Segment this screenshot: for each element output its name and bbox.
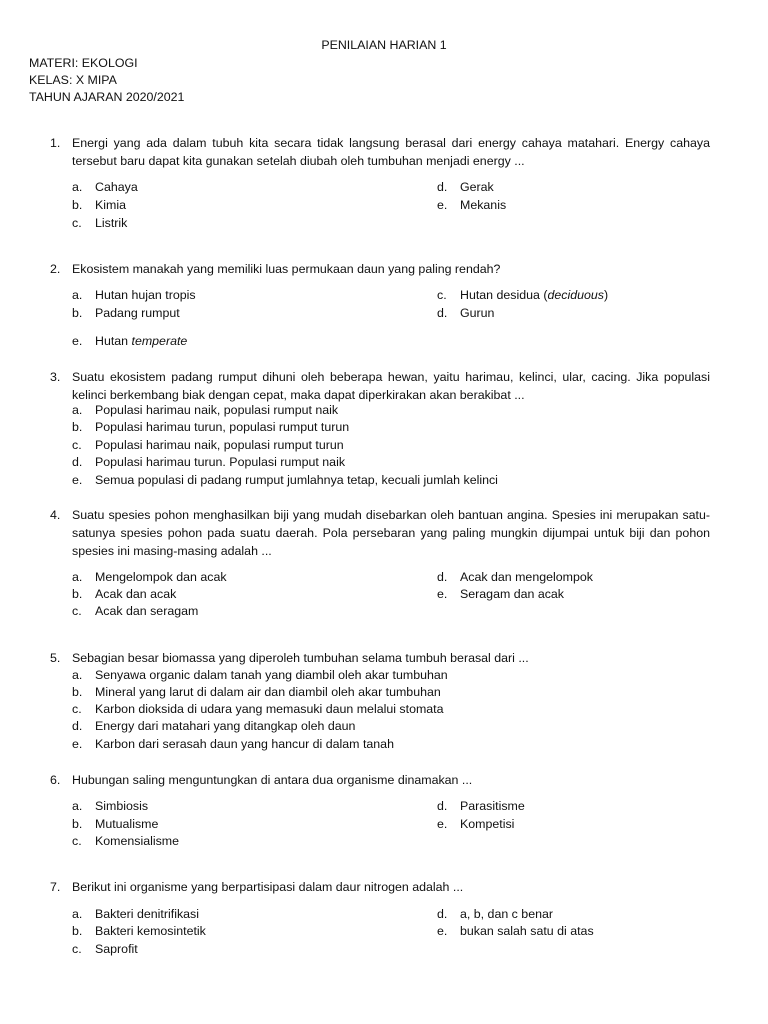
option-text: Bakteri kemosintetik: [95, 924, 206, 938]
option-text: Gurun: [460, 306, 495, 320]
option-letter: b.: [72, 198, 83, 212]
option-letter: a.: [72, 288, 83, 302]
question-number: 5.: [50, 651, 61, 665]
option-letter: b.: [72, 924, 83, 938]
question-number: 3.: [50, 370, 61, 384]
option-letter: b.: [72, 306, 83, 320]
option-text: Listrik: [95, 216, 128, 230]
option-text: [95, 334, 187, 348]
option-text: Acak dan seragam: [95, 604, 199, 618]
option-letter: e.: [437, 198, 448, 212]
option-letter: e.: [437, 587, 448, 601]
option-letter: d.: [437, 180, 448, 194]
option-text: Mengelompok dan acak: [95, 570, 227, 584]
option-text: Acak dan mengelompok: [460, 570, 593, 584]
option-text: Kompetisi: [460, 817, 515, 831]
option-text: Saprofit: [95, 942, 138, 956]
option-letter: c.: [72, 942, 82, 956]
option-text: bukan salah satu di atas: [460, 924, 594, 938]
option-letter: d.: [72, 719, 83, 733]
year-label: TAHUN AJARAN 2020/2021: [29, 90, 185, 104]
option-text-italic: deciduous: [547, 288, 604, 302]
option-letter: b.: [72, 817, 83, 831]
question-number: 2.: [50, 262, 61, 276]
option-letter: d.: [437, 907, 448, 921]
option-letter: d.: [437, 570, 448, 584]
option-text: [460, 288, 608, 302]
option-text: Parasitisme: [460, 799, 525, 813]
option-letter: c.: [72, 702, 82, 716]
question-text: Ekosistem manakah yang memiliki luas permukaan daun yang paling rendah?: [72, 262, 501, 276]
option-text: Populasi harimau naik, populasi rumput naik: [95, 403, 339, 417]
option-letter: a.: [72, 403, 83, 417]
option-text: a, b, dan c benar: [460, 907, 553, 921]
option-letter: d.: [437, 799, 448, 813]
question-number: 6.: [50, 773, 61, 787]
option-letter: e.: [72, 334, 83, 348]
option-letter: d.: [72, 455, 83, 469]
question-number: 7.: [50, 880, 61, 894]
option-text: Semua populasi di padang rumput jumlahnya tetap, kecuali jumlah kelinci: [95, 473, 498, 487]
option-text: Seragam dan acak: [460, 587, 565, 601]
option-letter: c.: [72, 438, 82, 452]
option-text: Mineral yang larut di dalam air dan diambil oleh akar tumbuhan: [95, 685, 441, 699]
option-letter: a.: [72, 570, 83, 584]
option-text: Hutan hujan tropis: [95, 288, 196, 302]
option-letter: c.: [72, 604, 82, 618]
option-text: Senyawa organic dalam tanah yang diambil oleh akar tumbuhan: [95, 668, 448, 682]
question-text: Hubungan saling menguntungkan di antara dua organisme dinamakan ...: [72, 773, 473, 787]
option-text: Populasi harimau turun, populasi rumput turun: [95, 420, 350, 434]
option-letter: c.: [437, 288, 447, 302]
option-text: Populasi harimau turun. Populasi rumput naik: [95, 455, 346, 469]
option-text-plain: Hutan: [95, 334, 132, 348]
option-text: Komensialisme: [95, 834, 180, 848]
option-letter: e.: [72, 473, 83, 487]
option-text: Karbon dari serasah daun yang hancur di dalam tanah: [95, 737, 394, 751]
option-text: Populasi harimau naik, populasi rumput turun: [95, 438, 344, 452]
page-title: PENILAIAN HARIAN 1: [321, 38, 447, 52]
option-letter: b.: [72, 587, 83, 601]
option-letter: a.: [72, 180, 83, 194]
option-text-italic: temperate: [131, 334, 188, 348]
option-letter: e.: [437, 817, 448, 831]
option-letter: d.: [437, 306, 448, 320]
option-text: Padang rumput: [95, 306, 180, 320]
option-text: Energy dari matahari yang ditangkap oleh daun: [95, 719, 356, 733]
option-letter: a.: [72, 799, 83, 813]
option-text-plain: Hutan desidua (: [460, 288, 548, 302]
question-text: Suatu ekosistem padang rumput dihuni oleh beberapa hewan, yaitu harimau, kelinci, ular, cacing. Jika populasi kelinci berkembang biak dengan cepat, maka dapat diperkirakan akan berakibat ...: [72, 370, 710, 402]
option-text: Mekanis: [460, 198, 507, 212]
option-letter: a.: [72, 668, 83, 682]
question-number: 4.: [50, 508, 61, 522]
option-text: Mutualisme: [95, 817, 159, 831]
subject-label: MATERI: EKOLOGI: [29, 56, 138, 70]
class-label: KELAS: X MIPA: [29, 73, 117, 87]
question-text: Berikut ini organisme yang berpartisipasi dalam daur nitrogen adalah ...: [72, 880, 464, 894]
option-letter: e.: [72, 737, 83, 751]
question-text: Sebagian besar biomassa yang diperoleh tumbuhan selama tumbuh berasal dari ...: [72, 651, 529, 665]
option-text: Karbon dioksida di udara yang memasuki daun melalui stomata: [95, 702, 444, 716]
option-text: Acak dan acak: [95, 587, 177, 601]
option-letter: a.: [72, 907, 83, 921]
option-text: Cahaya: [95, 180, 138, 194]
option-letter: c.: [72, 216, 82, 230]
option-text: Bakteri denitrifikasi: [95, 907, 199, 921]
option-text: Simbiosis: [95, 799, 149, 813]
option-text: Kimia: [95, 198, 126, 212]
option-letter: c.: [72, 834, 82, 848]
option-letter: e.: [437, 924, 448, 938]
option-letter: b.: [72, 685, 83, 699]
option-text-suffix: ): [603, 288, 609, 302]
option-letter: b.: [72, 420, 83, 434]
question-number: 1.: [50, 136, 61, 150]
option-text: Gerak: [460, 180, 494, 194]
question-text: Suatu spesies pohon menghasilkan biji yang mudah disebarkan oleh bantuan angina. Spesies ini merupakan satu-satunya spesies pohon pada suatu daerah. Pola persebaran yang paling mungkin dijumpai untuk biji dan pohon spesies ini masing-masing adalah ...: [72, 508, 710, 558]
question-text: Energi yang ada dalam tubuh kita secara tidak langsung berasal dari energy cahaya matahari. Energy cahaya tersebut baru dapat kita gunakan setelah diubah oleh tumbuhan menjadi energy ...: [72, 136, 710, 168]
